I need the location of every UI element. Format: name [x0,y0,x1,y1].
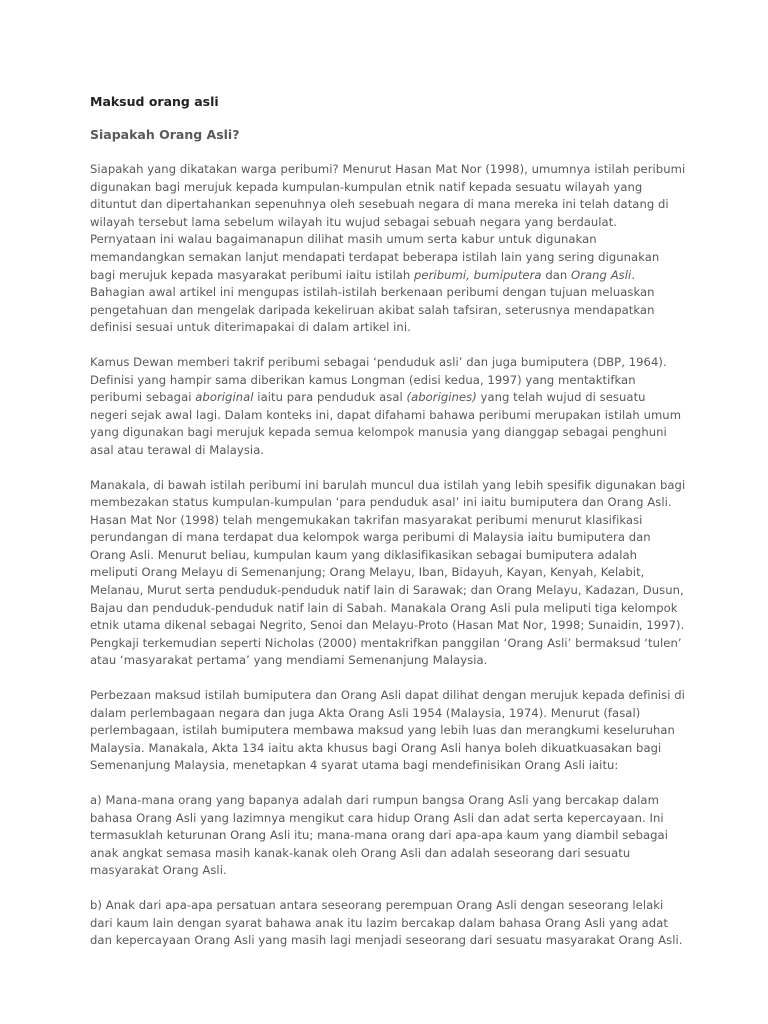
list-item-a: a) Mana-mana orang yang bapanya adalah dari rumpun bangsa Orang Asli yang bercakap dalam bahasa Orang Asli yang lazimnya mengikut cara hidup Orang Asli dan adat serta kepercayaan. Ini termasuklah keturunan Orang Asli itu; mana-mana orang dari apa-apa kaum yang diambil sebagai anak angkat semasa masih kanak-kanak oleh Orang Asli dan adalah seseorang dari sesuatu masyarakat Orang Asli. [90,793,668,878]
document-page [90,94,686,967]
paragraph-2-text-b: iaitu para penduduk asal [253,390,407,405]
paragraph-2-italic-aboriginal: aboriginal [195,390,254,405]
paragraph-2-italic-aborigines: (aborigines) [406,390,477,405]
paragraph-1 [90,161,686,337]
paragraph-1-italic-orang-asli: Orang Asli [571,267,632,282]
document-title: Maksud orang asli [90,94,219,109]
paragraph-1-text-c: . Bahagian awal artikel ini mengupas istilah-istilah berkenaan peribumi dengan tujuan meluaskan pengetahuan dan mengelak daripada kekeliruan akibat salah tafsiran, seterusnya mendapatkan definisi sesuai untuk diterimapakai di dalam artikel ini. [90,267,655,335]
paragraph-4: Perbezaan maksud istilah bumiputera dan Orang Asli dapat dilihat dengan merujuk kepada definisi di dalam perlembagaan negara dan juga Akta Orang Asli 1954 (Malaysia, 1974). Menurut (fasal) perlembagaan, istilah bumiputera membawa maksud yang lebih luas dan merangkumi keseluruhan Malaysia. Manakala, Akta 134 iaitu akta khusus bagi Orang Asli hanya boleh dikuatkuasakan bagi Semenanjung Malaysia, menetapkan 4 syarat utama bagi mendefinisikan Orang Asli iaitu: [90,688,685,773]
paragraph-1-italic-terms: peribumi, bumiputera [414,267,542,282]
list-item-b: b) Anak dari apa-apa persatuan antara seseorang perempuan Orang Asli dengan seseorang lelaki dari kaum lain dengan syarat bahawa anak itu lazim bercakap dalam bahasa Orang Asli yang adat dan kepercayaan Orang Asli yang masih lagi menjadi seseorang dari sesuatu masyarakat Orang Asli. [90,897,683,948]
paragraph-2-text-a: Kamus Dewan memberi takrif peribumi sebagai ‘penduduk asli’ dan juga bumiputera (DBP, 1964). Definisi yang hampir sama diberikan kamus Longman (edisi kedua, 1997) yang mentaktifkan peribumi sebagai [90,354,667,405]
section-heading: Siapakah Orang Asli? [90,127,240,142]
paragraph-2-text-c: yang telah wujud di sesuatu negeri sejak awal lagi. Dalam konteks ini, dapat difahami bahawa peribumi merupakan istilah umum yang digunakan bagi merujuk kepada semua kelompok manusia yang dianggap sebagai penghuni asal atau terawal di Malaysia. [90,390,682,457]
paragraph-1-text-b: dan [541,267,572,282]
paragraph-2 [90,354,686,460]
paragraph-3: Manakala, di bawah istilah peribumi ini barulah muncul dua istilah yang lebih spesifik digunakan bagi membezakan status kumpulan-kumpulan ‘para penduduk asal’ ini iaitu bumiputera dan Orang Asli. Hasan Mat Nor (1998) telah mengemukakan takrifan masyarakat peribumi menurut klasifikasi perundangan di mana terdapat dua kelompok warga peribumi di Malaysia iaitu bumiputera dan Orang Asli. Menurut beliau, kumpulan kaum yang diklasifikasikan sebagai bumiputera adalah meliputi Orang Melayu di Semenanjung; Orang Melayu, Iban, Bidayuh, Kayan, Kenyah, Kelabit, Melanau, Murut serta penduduk-penduduk natif lain di Sarawak; dan Orang Melayu, Kadazan, Dusun, Bajau dan penduduk-penduduk natif lain di Sabah. Manakala Orang Asli pula meliputi tiga kelompok etnik utama dikenal sebagai Negrito, Senoi dan Melayu-Proto (Hasan Mat Nor, 1998; Sunaidin, 1997). Pengkaji terkemudian seperti Nicholas (2000) mentakrifkan panggilan ‘Orang Asli’ bermaksud ‘tulen’ atau ‘masyarakat pertama’ yang mendiami Semenanjung Malaysia. [90,477,686,668]
paragraph-1-text-a: Siapakah yang dikatakan warga peribumi? Menurut Hasan Mat Nor (1998), umumnya istilah peribumi digunakan bagi merujuk kepada kumpulan-kumpulan etnik natif kepada sesuatu wilayah yang dituntut dan dipertahankan sepenuhnya oleh sesebuah negara di mana mereka ini telah datang di wilayah tersebut lama sebelum wilayah itu wujud sebagai sebuah negara yang berdaulat. Pernyataan ini walau bagaimanapun dilihat masih umum serta kabur untuk digunakan memandangkan semakan lanjut mendapati terdapat beberapa istilah lain yang sering digunakan bagi merujuk kepada masyarakat peribumi iaitu istilah [90,162,686,282]
